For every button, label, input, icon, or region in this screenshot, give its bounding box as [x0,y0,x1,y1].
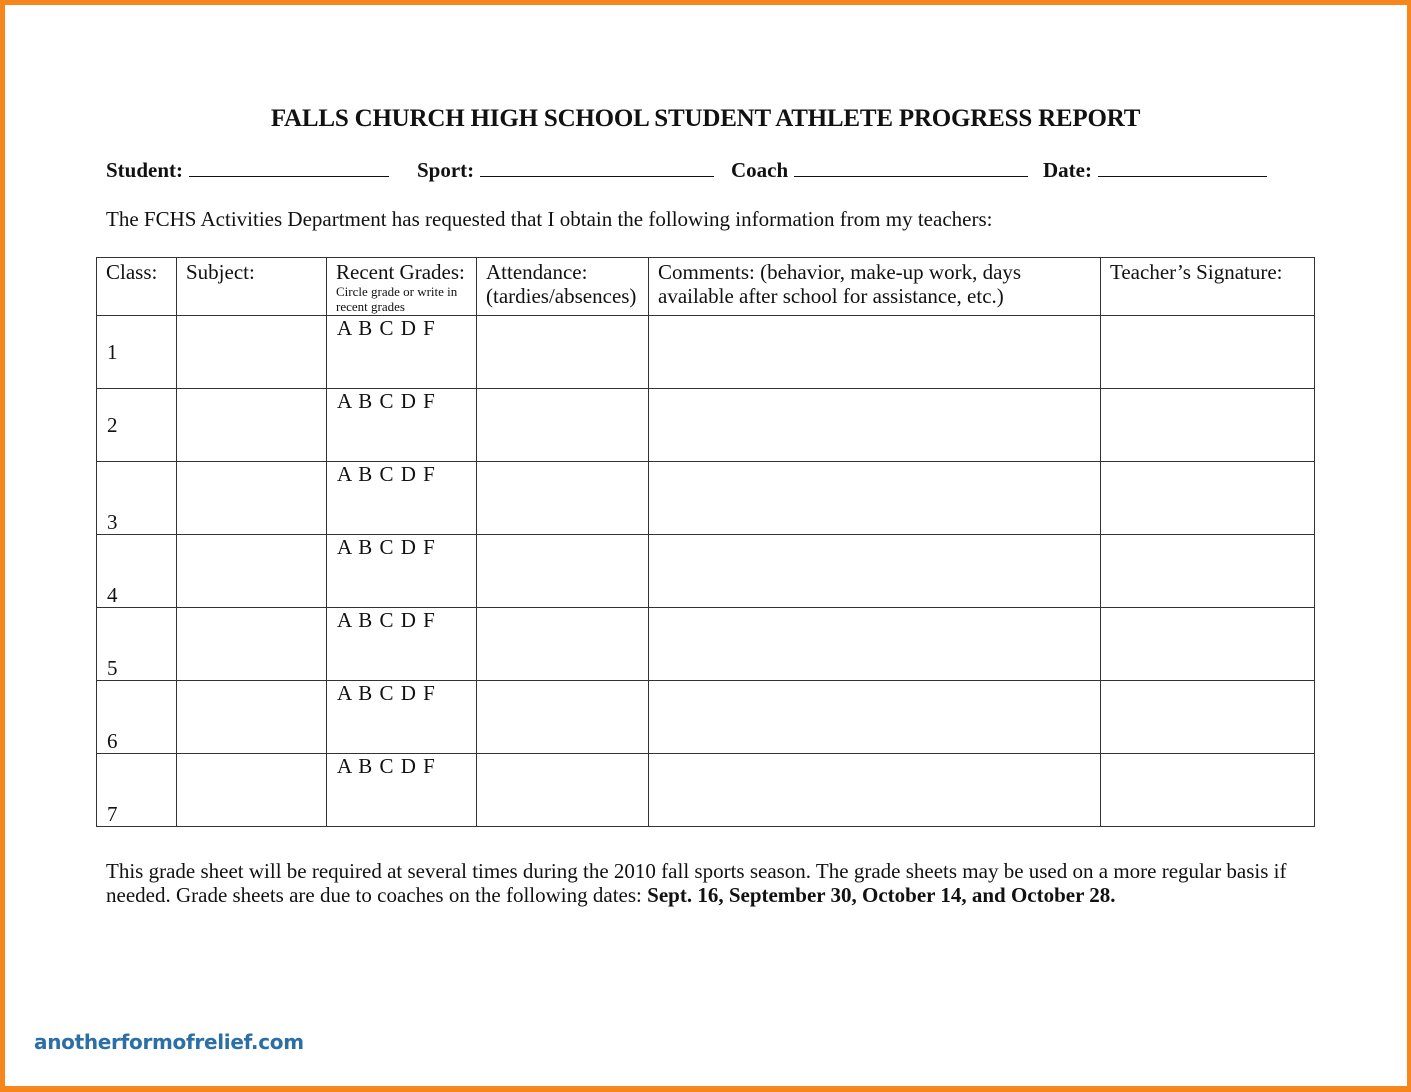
grades-cell[interactable]: A B C D F [327,754,477,827]
class-cell: 2 [97,389,177,462]
table-row [97,754,1315,827]
student-label: Student: [106,158,184,182]
coach-field[interactable] [731,158,1028,183]
signature-cell[interactable] [1101,608,1315,681]
grades-cell[interactable]: A B C D F [327,535,477,608]
grades-cell[interactable]: A B C D F [327,608,477,681]
header-subject: Subject: [177,258,327,316]
attendance-cell[interactable] [477,681,649,754]
comments-cell[interactable] [649,316,1101,389]
footer-text: This grade sheet will be required at several times during the 2010 fall sports season. The grade sheets may be used on a more regular basis if needed. Grade sheets are due to coaches on the following dates: [106,859,1287,907]
table-row [97,608,1315,681]
subject-cell[interactable] [177,389,327,462]
class-cell: 3 [97,462,177,535]
coach-label: Coach [731,158,789,182]
class-cell: 4 [97,535,177,608]
comments-cell[interactable] [649,754,1101,827]
attendance-cell[interactable] [477,754,649,827]
due-dates: Sept. 16, September 30, October 14, and October 28. [647,883,1116,907]
table-row [97,316,1315,389]
class-cell: 5 [97,608,177,681]
subject-cell[interactable] [177,535,327,608]
sport-label: Sport: [417,158,475,182]
signature-cell[interactable] [1101,316,1315,389]
signature-cell[interactable] [1101,681,1315,754]
subject-cell[interactable] [177,754,327,827]
comments-cell[interactable] [649,608,1101,681]
table-row [97,462,1315,535]
table-row [97,535,1315,608]
intro-text: The FCHS Activities Department has requested that I obtain the following information from my teachers: [106,207,993,231]
watermark: anotherformofrelief.com [34,1030,304,1054]
document-title: FALLS CHURCH HIGH SCHOOL STUDENT ATHLETE PROGRESS REPORT [270,105,1141,132]
header-attendance: Attendance: (tardies/absences) [477,258,649,316]
recent-grades-instruction: Circle grade or write in recent grades [336,284,458,314]
attendance-cell[interactable] [477,462,649,535]
signature-cell[interactable] [1101,462,1315,535]
signature-cell[interactable] [1101,535,1315,608]
class-cell: 7 [97,754,177,827]
subject-cell[interactable] [177,608,327,681]
header-signature: Teacher’s Signature: [1101,258,1315,316]
coach-blank[interactable] [794,158,1028,177]
header-comments: Comments: (behavior, make-up work, days available after school for assistance, etc.) [649,258,1101,316]
progress-table [96,257,1315,827]
subject-cell[interactable] [177,462,327,535]
attendance-cell[interactable] [477,608,649,681]
grades-cell[interactable]: A B C D F [327,389,477,462]
class-cell: 6 [97,681,177,754]
table-row [97,389,1315,462]
date-blank[interactable] [1098,158,1267,177]
comments-cell[interactable] [649,681,1101,754]
table-header-row [97,258,1315,316]
sport-field[interactable] [417,158,714,183]
student-field[interactable] [106,158,389,183]
sport-blank[interactable] [480,158,714,177]
subject-cell[interactable] [177,316,327,389]
table-row [97,681,1315,754]
comments-cell[interactable] [649,389,1101,462]
subject-cell[interactable] [177,681,327,754]
date-field[interactable] [1043,158,1267,183]
header-class: Class: [97,258,177,316]
signature-cell[interactable] [1101,389,1315,462]
date-label: Date: [1043,158,1092,182]
student-blank[interactable] [189,158,389,177]
class-cell: 1 [97,316,177,389]
attendance-cell[interactable] [477,389,649,462]
grades-cell[interactable]: A B C D F [327,681,477,754]
comments-cell[interactable] [649,535,1101,608]
header-recent-grades: Recent Grades: Circle grade or write in recent grades [327,258,477,316]
grades-cell[interactable]: A B C D F [327,316,477,389]
signature-cell[interactable] [1101,754,1315,827]
attendance-cell[interactable] [477,535,649,608]
grades-cell[interactable]: A B C D F [327,462,477,535]
footer-note [106,859,1316,907]
comments-cell[interactable] [649,462,1101,535]
attendance-cell[interactable] [477,316,649,389]
